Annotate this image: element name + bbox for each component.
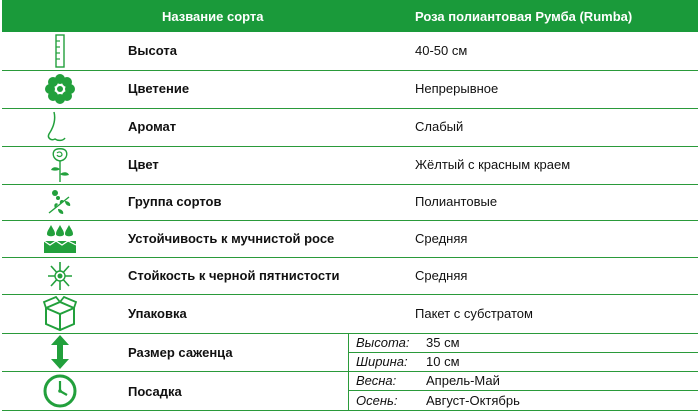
row-label: Группа сортов [128,194,222,209]
row-label: Аромат [128,119,177,134]
row-label: Цвет [128,157,159,172]
seedling-size-row [2,333,698,372]
rose-icon [40,146,80,184]
row-value: Полиантовые [415,194,498,209]
ruler-icon [40,32,80,70]
flower-icon [40,70,80,108]
table-row [2,108,698,147]
planting-autumn-value: Август-Октябрь [426,393,520,408]
row-value: 40-50 см [415,43,468,58]
planting-spring [348,371,698,389]
row-value: Слабый [415,119,464,134]
table-header [2,0,698,32]
plant-group-icon [40,184,80,220]
black-spot-icon [40,257,80,294]
row-label: Цветение [128,81,190,96]
planting-autumn-key: Осень: [356,393,398,408]
size-arrow-icon [40,333,80,371]
row-label: Устойчивость к мучнистой росе [128,231,335,246]
planting-autumn [348,391,698,409]
powdery-mildew-icon [40,220,80,257]
table-row [2,294,698,334]
seedling-height-key: Высота: [356,335,410,350]
row-label: Высота [128,43,177,58]
row-value: Жёлтый с красным краем [415,157,571,172]
row-value: Средняя [415,268,468,283]
row-value: Пакет с субстратом [415,306,533,321]
seedling-width-value: 10 см [426,354,460,369]
table-row [2,184,698,221]
row-label: Стойкость к черной пятнистости [128,268,340,283]
planting-spring-key: Весна: [356,373,397,388]
table-row [2,257,698,295]
planting-row [2,371,698,411]
seedling-width-key: Ширина: [356,354,408,369]
table-row [2,32,698,71]
table-row [2,70,698,109]
header-variety-name: Название сорта [162,9,264,24]
seedling-width [348,352,698,370]
nose-icon [40,108,80,146]
planting-label: Посадка [128,384,182,399]
variety-table [2,0,698,411]
seedling-size-label: Размер саженца [128,345,233,360]
planting-spring-value: Апрель-Май [426,373,500,388]
table-row [2,146,698,185]
seedling-height [348,333,698,351]
row-value: Непрерывное [415,81,499,96]
header-variety-title: Роза полиантовая Румба (Rumba) [415,9,633,24]
clock-icon [40,371,80,410]
seedling-height-value: 35 см [426,335,460,350]
row-label: Упаковка [128,306,187,321]
package-icon [40,294,80,333]
row-value: Средняя [415,231,468,246]
table-row [2,220,698,258]
